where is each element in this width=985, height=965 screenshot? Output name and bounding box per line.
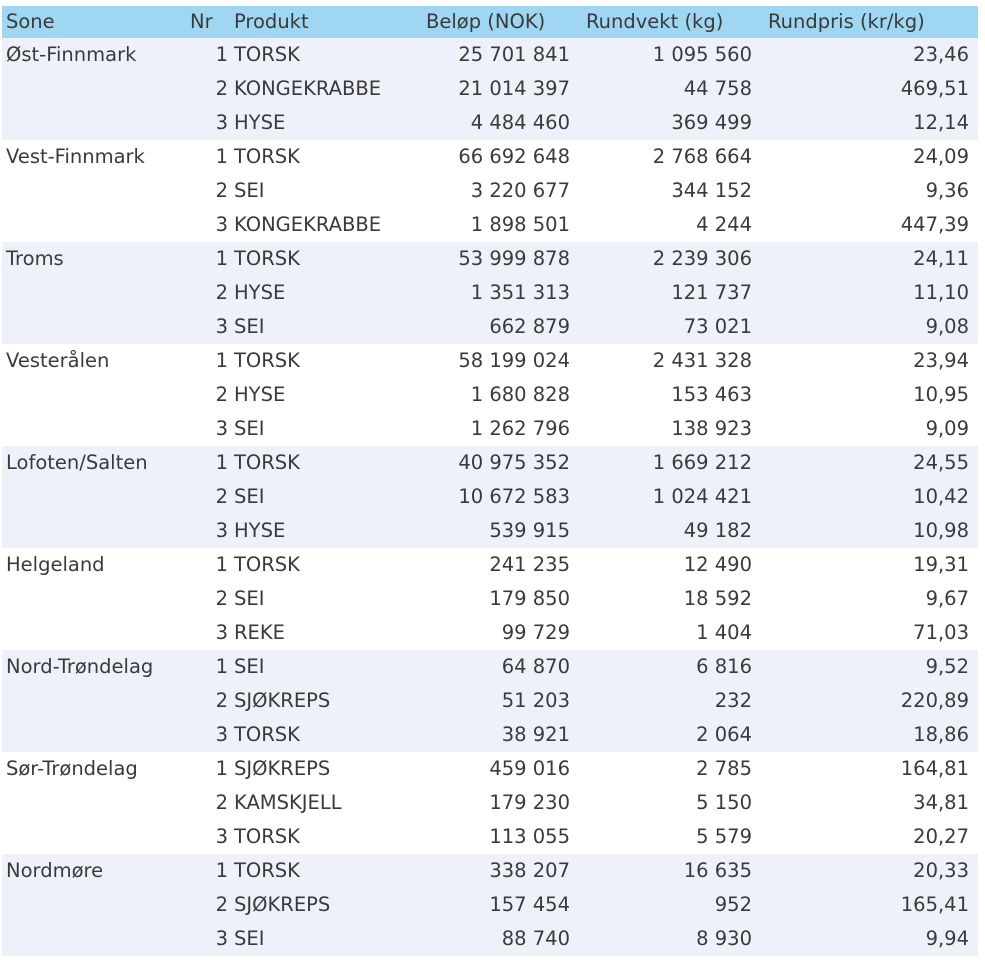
table-row [2, 548, 978, 582]
table-row [2, 38, 978, 72]
product-cell: HYSE [234, 519, 286, 542]
zone-name: Vest-Finnmark [6, 145, 145, 168]
table-row [2, 242, 978, 276]
zone-name: Lofoten/Salten [6, 451, 148, 474]
price-cell: 9,09 [925, 417, 969, 440]
price-cell: 447,39 [900, 213, 969, 236]
table-row [2, 140, 978, 174]
product-cell: KONGEKRABBE [234, 77, 382, 100]
product-cell: SEI [234, 655, 265, 678]
product-cell: SEI [234, 485, 265, 508]
rank-cell: 1 [215, 655, 228, 678]
zone-name: Øst-Finnmark [6, 43, 137, 66]
table-row [2, 752, 978, 786]
weight-cell: 2 785 [696, 757, 752, 780]
zone-group [2, 140, 978, 242]
rank-cell: 1 [215, 43, 228, 66]
amount-cell: 1 351 313 [470, 281, 570, 304]
table-row [2, 208, 978, 242]
zone-group [2, 650, 978, 752]
price-cell: 9,94 [925, 927, 969, 950]
price-cell: 164,81 [900, 757, 969, 780]
rank-cell: 2 [215, 587, 228, 610]
price-cell: 24,09 [913, 145, 969, 168]
amount-cell: 4 484 460 [470, 111, 570, 134]
product-cell: TORSK [234, 723, 300, 746]
header-sone: Sone [6, 10, 55, 33]
amount-cell: 459 016 [489, 757, 570, 780]
amount-cell: 66 692 648 [458, 145, 570, 168]
weight-cell: 952 [714, 893, 752, 916]
zone-group [2, 344, 978, 446]
zone-group [2, 242, 978, 344]
product-cell: REKE [234, 621, 285, 644]
weight-cell: 16 635 [683, 859, 752, 882]
weight-cell: 1 024 421 [652, 485, 752, 508]
table-row [2, 344, 978, 378]
product-cell: TORSK [234, 43, 300, 66]
amount-cell: 662 879 [489, 315, 570, 338]
table-row [2, 310, 978, 344]
table-row [2, 514, 978, 548]
product-cell: TORSK [234, 349, 300, 372]
amount-cell: 58 199 024 [458, 349, 570, 372]
product-cell: TORSK [234, 145, 300, 168]
product-cell: TORSK [234, 553, 300, 576]
table-row [2, 378, 978, 412]
weight-cell: 49 182 [683, 519, 752, 542]
zone-name: Troms [6, 247, 64, 270]
price-cell: 18,86 [913, 723, 969, 746]
zone-name: Sør-Trøndelag [6, 757, 138, 780]
weight-cell: 1 669 212 [652, 451, 752, 474]
product-cell: SEI [234, 315, 265, 338]
price-cell: 23,94 [913, 349, 969, 372]
product-cell: KONGEKRABBE [234, 213, 382, 236]
price-cell: 469,51 [900, 77, 969, 100]
weight-cell: 1 095 560 [652, 43, 752, 66]
amount-cell: 539 915 [489, 519, 570, 542]
weight-cell: 2 431 328 [652, 349, 752, 372]
product-cell: KAMSKJELL [234, 791, 342, 814]
amount-cell: 179 230 [489, 791, 570, 814]
table-row [2, 174, 978, 208]
price-cell: 71,03 [913, 621, 969, 644]
rank-cell: 3 [215, 621, 228, 644]
product-cell: TORSK [234, 451, 300, 474]
weight-cell: 44 758 [683, 77, 752, 100]
rank-cell: 1 [215, 553, 228, 576]
rank-cell: 2 [215, 281, 228, 304]
zone-group [2, 446, 978, 548]
header-rundpris: Rundpris (kr/kg) [768, 10, 925, 33]
table-row [2, 650, 978, 684]
rank-cell: 3 [215, 519, 228, 542]
table-row [2, 446, 978, 480]
weight-cell: 121 737 [671, 281, 752, 304]
amount-cell: 99 729 [501, 621, 570, 644]
amount-cell: 25 701 841 [458, 43, 570, 66]
price-cell: 11,10 [913, 281, 969, 304]
weight-cell: 12 490 [683, 553, 752, 576]
product-cell: SJØKREPS [234, 757, 331, 780]
rank-cell: 3 [215, 825, 228, 848]
table-row [2, 480, 978, 514]
price-cell: 9,52 [925, 655, 969, 678]
product-cell: HYSE [234, 281, 286, 304]
header-produkt: Produkt [234, 10, 309, 33]
price-cell: 24,55 [913, 451, 969, 474]
rank-cell: 1 [215, 247, 228, 270]
price-cell: 220,89 [900, 689, 969, 712]
product-cell: HYSE [234, 111, 286, 134]
weight-cell: 138 923 [671, 417, 752, 440]
rank-cell: 3 [215, 213, 228, 236]
weight-cell: 153 463 [671, 383, 752, 406]
amount-cell: 241 235 [489, 553, 570, 576]
rank-cell: 2 [215, 791, 228, 814]
header-rundvekt: Rundvekt (kg) [586, 10, 724, 33]
weight-cell: 2 064 [696, 723, 752, 746]
amount-cell: 179 850 [489, 587, 570, 610]
product-cell: TORSK [234, 859, 300, 882]
amount-cell: 10 672 583 [458, 485, 570, 508]
rank-cell: 2 [215, 383, 228, 406]
table-row [2, 412, 978, 446]
catch-table [2, 6, 978, 956]
price-cell: 20,33 [913, 859, 969, 882]
rank-cell: 3 [215, 417, 228, 440]
amount-cell: 38 921 [501, 723, 570, 746]
amount-cell: 113 055 [489, 825, 570, 848]
price-cell: 9,36 [925, 179, 969, 202]
zone-name: Nordmøre [6, 859, 104, 882]
price-cell: 10,42 [913, 485, 969, 508]
table-row [2, 718, 978, 752]
table-row [2, 854, 978, 888]
price-cell: 12,14 [913, 111, 969, 134]
rank-cell: 2 [215, 179, 228, 202]
weight-cell: 2 239 306 [652, 247, 752, 270]
price-cell: 9,08 [925, 315, 969, 338]
rank-cell: 3 [215, 315, 228, 338]
rank-cell: 3 [215, 723, 228, 746]
table-row [2, 106, 978, 140]
rank-cell: 2 [215, 689, 228, 712]
table-header [2, 6, 978, 38]
amount-cell: 53 999 878 [458, 247, 570, 270]
table-row [2, 888, 978, 922]
weight-cell: 18 592 [683, 587, 752, 610]
price-cell: 34,81 [913, 791, 969, 814]
weight-cell: 4 244 [696, 213, 752, 236]
price-cell: 24,11 [913, 247, 969, 270]
weight-cell: 232 [714, 689, 752, 712]
price-cell: 10,95 [913, 383, 969, 406]
amount-cell: 1 680 828 [470, 383, 570, 406]
rank-cell: 1 [215, 349, 228, 372]
table-row [2, 786, 978, 820]
zone-group [2, 752, 978, 854]
table-row [2, 922, 978, 956]
product-cell: TORSK [234, 825, 300, 848]
amount-cell: 64 870 [501, 655, 570, 678]
price-cell: 10,98 [913, 519, 969, 542]
product-cell: SEI [234, 417, 265, 440]
price-cell: 19,31 [913, 553, 969, 576]
header-belop: Beløp (NOK) [426, 10, 546, 33]
product-cell: SJØKREPS [234, 689, 331, 712]
amount-cell: 3 220 677 [470, 179, 570, 202]
table-row [2, 616, 978, 650]
amount-cell: 157 454 [489, 893, 570, 916]
rank-cell: 1 [215, 757, 228, 780]
weight-cell: 1 404 [696, 621, 752, 644]
product-cell: HYSE [234, 383, 286, 406]
product-cell: SEI [234, 587, 265, 610]
rank-cell: 2 [215, 77, 228, 100]
weight-cell: 8 930 [696, 927, 752, 950]
table-row [2, 276, 978, 310]
table-row [2, 72, 978, 106]
price-cell: 165,41 [900, 893, 969, 916]
zone-name: Vesterålen [6, 349, 110, 372]
product-cell: SEI [234, 927, 265, 950]
product-cell: SEI [234, 179, 265, 202]
price-cell: 20,27 [913, 825, 969, 848]
table-row [2, 582, 978, 616]
weight-cell: 73 021 [683, 315, 752, 338]
amount-cell: 40 975 352 [458, 451, 570, 474]
zone-name: Helgeland [6, 553, 105, 576]
price-cell: 23,46 [913, 43, 969, 66]
weight-cell: 344 152 [671, 179, 752, 202]
table-row [2, 820, 978, 854]
amount-cell: 338 207 [489, 859, 570, 882]
table-row [2, 684, 978, 718]
header-nr: Nr [190, 10, 213, 33]
amount-cell: 21 014 397 [458, 77, 570, 100]
amount-cell: 88 740 [501, 927, 570, 950]
amount-cell: 1 898 501 [470, 213, 570, 236]
rank-cell: 2 [215, 893, 228, 916]
price-cell: 9,67 [925, 587, 969, 610]
weight-cell: 5 579 [696, 825, 752, 848]
rank-cell: 3 [215, 927, 228, 950]
amount-cell: 51 203 [501, 689, 570, 712]
weight-cell: 6 816 [696, 655, 752, 678]
rank-cell: 1 [215, 859, 228, 882]
rank-cell: 3 [215, 111, 228, 134]
zone-name: Nord-Trøndelag [6, 655, 154, 678]
weight-cell: 5 150 [696, 791, 752, 814]
product-cell: SJØKREPS [234, 893, 331, 916]
amount-cell: 1 262 796 [470, 417, 570, 440]
weight-cell: 369 499 [671, 111, 752, 134]
zone-group [2, 38, 978, 140]
weight-cell: 2 768 664 [652, 145, 752, 168]
table-body [2, 38, 978, 956]
rank-cell: 2 [215, 485, 228, 508]
product-cell: TORSK [234, 247, 300, 270]
rank-cell: 1 [215, 451, 228, 474]
rank-cell: 1 [215, 145, 228, 168]
zone-group [2, 548, 978, 650]
zone-group [2, 854, 978, 956]
